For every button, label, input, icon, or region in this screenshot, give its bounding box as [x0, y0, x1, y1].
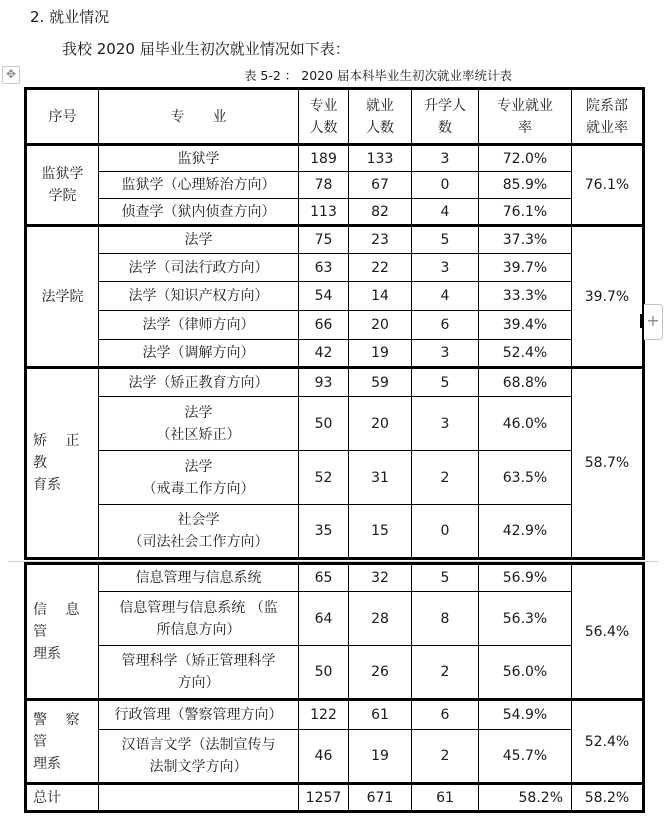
table-row — [26, 730, 644, 784]
major-cell: 信息管理与信息系统 （监 所信息方向） — [99, 592, 299, 646]
major-cell: 法学 （戒毒工作方向） — [99, 451, 299, 505]
rate-cell: 39.4% — [479, 311, 572, 340]
employed-cell: 19 — [349, 730, 412, 784]
table-row — [26, 368, 644, 397]
further-cell: 5 — [412, 226, 479, 254]
employed-cell: 20 — [349, 397, 412, 451]
employed-cell: 59 — [349, 368, 412, 397]
total-row — [26, 784, 644, 812]
further-cell: 2 — [412, 451, 479, 505]
employed-cell: 28 — [349, 592, 412, 646]
further-cell: 0 — [412, 505, 479, 559]
count-cell: 93 — [299, 368, 349, 397]
dept-cell: 信 息 管 理系 — [26, 564, 99, 700]
major-cell: 监狱学（心理矫治方向） — [99, 172, 299, 199]
count-cell: 46 — [299, 730, 349, 784]
further-cell: 3 — [412, 145, 479, 172]
table-move-handle-icon[interactable]: ✥ — [2, 66, 20, 84]
header-seq: 序号 — [26, 89, 99, 145]
table-row — [26, 397, 644, 451]
further-cell: 8 — [412, 592, 479, 646]
table-row — [26, 451, 644, 505]
table-row — [26, 646, 644, 700]
employed-cell: 15 — [349, 505, 412, 559]
count-cell: 122 — [299, 700, 349, 730]
major-cell: 监狱学 — [99, 145, 299, 172]
rate-cell: 85.9% — [479, 172, 572, 199]
employed-cell: 14 — [349, 282, 412, 311]
table-row — [26, 592, 644, 646]
dept-cell: 矫 正 教 育系 — [26, 368, 99, 559]
dept-cell: 监狱学 学院 — [26, 145, 99, 226]
further-cell: 0 — [412, 172, 479, 199]
major-cell: 侦查学（狱内侦查方向） — [99, 199, 299, 226]
employed-cell: 67 — [349, 172, 412, 199]
further-cell: 3 — [412, 254, 479, 282]
major-cell: 行政管理（警察管理方向） — [99, 700, 299, 730]
employed-cell: 23 — [349, 226, 412, 254]
table-row — [26, 505, 644, 559]
count-cell: 35 — [299, 505, 349, 559]
intro-paragraph: 我校 2020 届毕业生初次就业情况如下表： — [62, 40, 350, 58]
rate-cell: 56.3% — [479, 592, 572, 646]
rate-cell: 72.0% — [479, 145, 572, 172]
table-row — [26, 340, 644, 368]
section-heading: 2. 就业情况 — [30, 8, 110, 26]
employed-cell: 82 — [349, 199, 412, 226]
major-cell: 信息管理与信息系统 — [99, 564, 299, 592]
rate-cell: 68.8% — [479, 368, 572, 397]
employed-cell: 61 — [349, 700, 412, 730]
dept-rate-cell: 76.1% — [572, 145, 644, 226]
rate-cell: 56.0% — [479, 646, 572, 700]
count-cell: 66 — [299, 311, 349, 340]
table-row — [26, 311, 644, 340]
employment-table-part-1 — [24, 87, 645, 560]
table-row — [26, 564, 644, 592]
major-cell: 法学（司法行政方向） — [99, 254, 299, 282]
major-cell: 法学（调解方向） — [99, 340, 299, 368]
table-row — [26, 254, 644, 282]
major-cell: 法学（矫正教育方向） — [99, 368, 299, 397]
dept-rate-cell: 39.7% — [572, 226, 644, 368]
major-cell: 法学（律师方向） — [99, 311, 299, 340]
further-cell: 5 — [412, 368, 479, 397]
major-cell: 管理科学（矫正管理科学 方向） — [99, 646, 299, 700]
add-column-icon[interactable]: + — [644, 304, 663, 340]
table-row — [26, 282, 644, 311]
rate-cell: 56.9% — [479, 564, 572, 592]
employed-cell: 22 — [349, 254, 412, 282]
major-cell: 社会学 （司法社会工作方向） — [99, 505, 299, 559]
header-employed: 就业 人数 — [349, 89, 412, 145]
further-cell: 4 — [412, 282, 479, 311]
table-row — [26, 226, 644, 254]
count-cell: 113 — [299, 199, 349, 226]
total-further: 61 — [412, 784, 479, 812]
count-cell: 50 — [299, 397, 349, 451]
employed-cell: 133 — [349, 145, 412, 172]
further-cell: 3 — [412, 397, 479, 451]
employed-cell: 31 — [349, 451, 412, 505]
header-dept-rate: 院系部 就业率 — [572, 89, 644, 145]
further-cell: 3 — [412, 340, 479, 368]
dept-cell: 法学院 — [26, 226, 99, 368]
major-cell: 法学 — [99, 226, 299, 254]
total-label: 总计 — [26, 784, 99, 812]
count-cell: 63 — [299, 254, 349, 282]
count-cell: 50 — [299, 646, 349, 700]
header-further: 升学人 数 — [412, 89, 479, 145]
count-cell: 52 — [299, 451, 349, 505]
rate-cell: 33.3% — [479, 282, 572, 311]
rate-cell: 63.5% — [479, 451, 572, 505]
employed-cell: 20 — [349, 311, 412, 340]
table-row — [26, 172, 644, 199]
further-cell: 6 — [412, 311, 479, 340]
total-employed: 671 — [349, 784, 412, 812]
further-cell: 4 — [412, 199, 479, 226]
header-major-count: 专业 人数 — [299, 89, 349, 145]
table-row — [26, 700, 644, 730]
count-cell: 65 — [299, 564, 349, 592]
employed-cell: 26 — [349, 646, 412, 700]
total-rate: 58.2% — [479, 784, 572, 812]
rate-cell: 46.0% — [479, 397, 572, 451]
rate-cell: 52.4% — [479, 340, 572, 368]
count-cell: 54 — [299, 282, 349, 311]
major-cell: 法学 （社区矫正） — [99, 397, 299, 451]
employed-cell: 19 — [349, 340, 412, 368]
count-cell: 42 — [299, 340, 349, 368]
total-count: 1257 — [299, 784, 349, 812]
count-cell: 64 — [299, 592, 349, 646]
dept-rate-cell: 52.4% — [572, 700, 644, 784]
rate-cell: 54.9% — [479, 700, 572, 730]
further-cell: 2 — [412, 646, 479, 700]
dept-cell: 警 察 管 理系 — [26, 700, 99, 784]
major-cell: 汉语言文学（法制宣传与 法制文学方向） — [99, 730, 299, 784]
header-rate: 专业就业 率 — [479, 89, 572, 145]
count-cell: 189 — [299, 145, 349, 172]
rate-cell: 37.3% — [479, 226, 572, 254]
rate-cell: 45.7% — [479, 730, 572, 784]
total-major-cell — [99, 784, 299, 812]
table-row — [26, 199, 644, 226]
dept-rate-cell: 56.4% — [572, 564, 644, 700]
header-major: 专 业 — [99, 89, 299, 145]
header-row — [26, 89, 644, 145]
table-row — [26, 145, 644, 172]
rate-cell: 76.1% — [479, 199, 572, 226]
rate-cell: 39.7% — [479, 254, 572, 282]
table-caption: 表 5-2 ： 2020 届本科毕业生初次就业率统计表 — [243, 68, 513, 83]
further-cell: 6 — [412, 700, 479, 730]
rate-cell: 42.9% — [479, 505, 572, 559]
count-cell: 75 — [299, 226, 349, 254]
dept-rate-cell: 58.7% — [572, 368, 644, 559]
further-cell: 5 — [412, 564, 479, 592]
major-cell: 法学（知识产权方向） — [99, 282, 299, 311]
total-dept-rate: 58.2% — [572, 784, 644, 812]
further-cell: 2 — [412, 730, 479, 784]
count-cell: 78 — [299, 172, 349, 199]
employment-table-part-2 — [24, 562, 645, 813]
employed-cell: 32 — [349, 564, 412, 592]
